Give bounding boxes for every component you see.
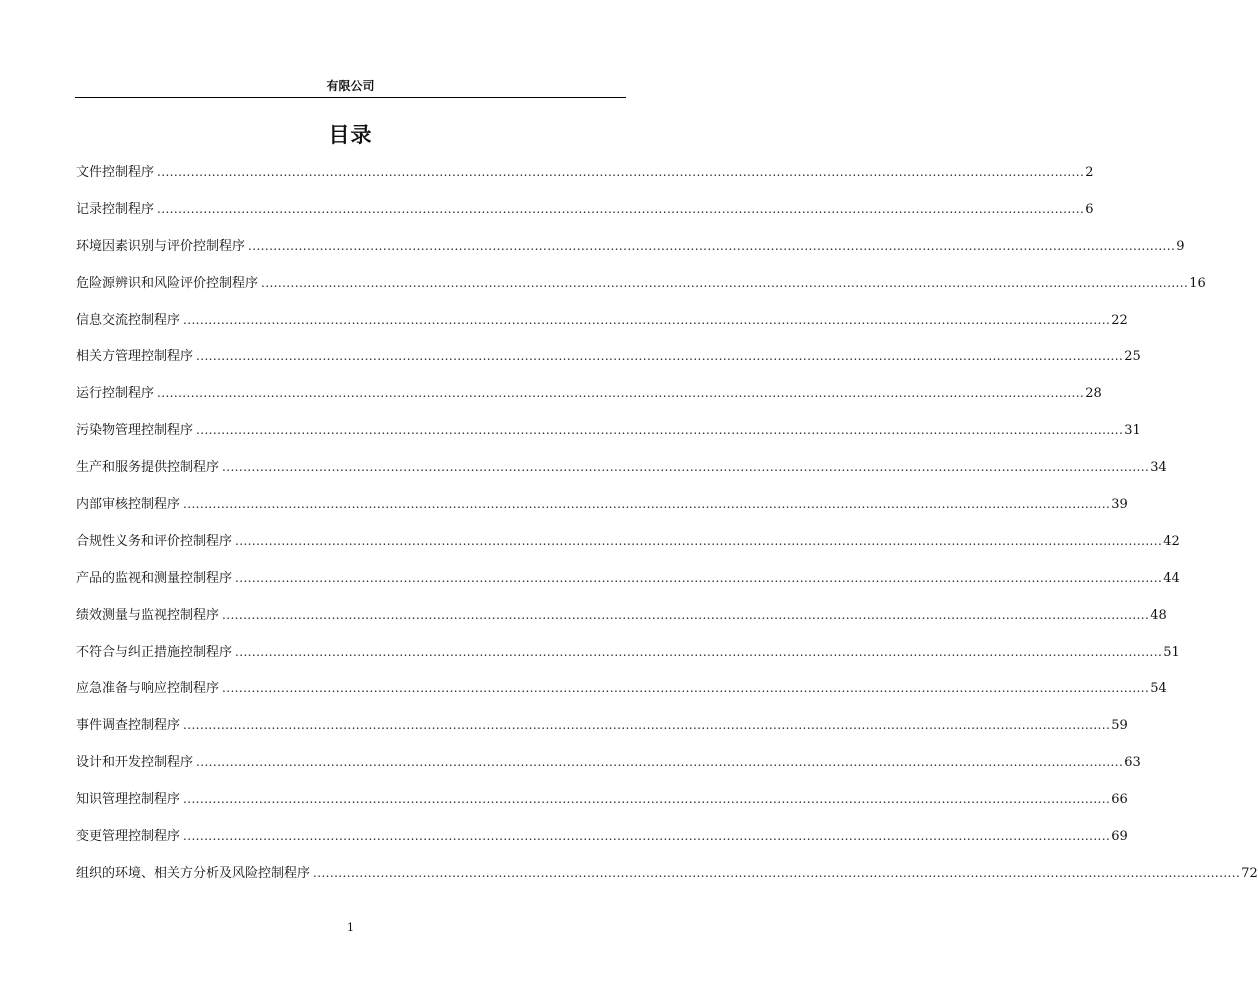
toc-entry[interactable]	[76, 271, 1206, 308]
toc-entry-page: 25	[1124, 349, 1141, 365]
toc-dot-leader: ............................................................................................................................................................................................................................	[222, 681, 1150, 696]
toc-entry-label: 不符合与纠正措施控制程序	[76, 644, 233, 660]
toc-dot-leader: ............................................................................................................................................................................................................................	[248, 238, 1176, 253]
toc-entry[interactable]	[76, 197, 1094, 234]
toc-entry[interactable]	[76, 308, 1128, 345]
toc-dot-leader: ............................................................................................................................................................................................................................	[183, 312, 1111, 327]
toc-entry-page: 42	[1163, 533, 1180, 549]
toc-entry-label: 信息交流控制程序	[76, 312, 181, 328]
toc-entry-page: 6	[1085, 201, 1094, 217]
toc-entry-page: 2	[1085, 165, 1094, 180]
toc-entry-label: 环境因素识别与评价控制程序	[76, 238, 246, 254]
toc-entry-page: 48	[1150, 607, 1167, 623]
toc-entry[interactable]	[76, 603, 1167, 640]
toc-entry[interactable]	[76, 824, 1128, 861]
toc-entry-page: 63	[1124, 755, 1141, 771]
toc-dot-leader: ............................................................................................................................................................................................................................	[235, 644, 1163, 659]
toc-entry-page: 22	[1111, 312, 1128, 328]
toc-entry-label: 记录控制程序	[76, 201, 155, 217]
toc-entry-label: 合规性义务和评价控制程序	[76, 533, 233, 549]
toc-dot-leader: ............................................................................................................................................................................................................................	[157, 165, 1085, 179]
toc-entry-label: 知识管理控制程序	[76, 792, 181, 808]
toc-dot-leader: ............................................................................................................................................................................................................................	[183, 718, 1111, 733]
toc-dot-leader: ............................................................................................................................................................................................................................	[157, 386, 1085, 401]
toc-entry[interactable]	[76, 160, 1094, 197]
toc-entry[interactable]	[76, 861, 1258, 898]
toc-entry-page: 51	[1163, 644, 1180, 660]
toc-dot-leader: ............................................................................................................................................................................................................................	[196, 349, 1124, 364]
toc-entry-page: 39	[1111, 497, 1128, 513]
toc-dot-leader: ............................................................................................................................................................................................................................	[261, 275, 1189, 290]
toc-entry-page: 69	[1111, 829, 1128, 845]
toc-entry-page: 28	[1085, 386, 1102, 402]
toc-entry[interactable]	[76, 713, 1128, 750]
toc-entry-page: 31	[1124, 423, 1141, 439]
toc-entry-page: 34	[1150, 460, 1167, 476]
toc-dot-leader: ............................................................................................................................................................................................................................	[157, 201, 1085, 216]
toc-dot-leader: ............................................................................................................................................................................................................................	[183, 829, 1111, 844]
toc-entry-label: 应急准备与响应控制程序	[76, 681, 220, 697]
toc-entry[interactable]	[76, 492, 1128, 529]
toc-dot-leader: ............................................................................................................................................................................................................................	[222, 460, 1150, 475]
toc-dot-leader: ............................................................................................................................................................................................................................	[235, 533, 1163, 548]
toc-entry-label: 事件调查控制程序	[76, 718, 181, 734]
toc-dot-leader: ............................................................................................................................................................................................................................	[183, 497, 1111, 512]
toc-dot-leader: ............................................................................................................................................................................................................................	[196, 423, 1124, 438]
toc-entry[interactable]	[76, 750, 1141, 787]
toc-entry-label: 文件控制程序	[76, 165, 155, 180]
toc-dot-leader: ............................................................................................................................................................................................................................	[313, 865, 1241, 880]
toc-entry-page: 44	[1163, 570, 1180, 586]
toc-entry-label: 生产和服务提供控制程序	[76, 460, 220, 476]
toc-entry-page: 16	[1189, 275, 1206, 291]
running-header: 有限公司	[326, 79, 375, 93]
toc-entry-page: 72	[1241, 865, 1258, 881]
toc-entry-label: 组织的环境、相关方分析及风险控制程序	[76, 865, 311, 881]
toc-dot-leader: ............................................................................................................................................................................................................................	[183, 792, 1111, 807]
toc-entry-page: 9	[1176, 238, 1185, 254]
toc-entry-label: 运行控制程序	[76, 386, 155, 402]
toc-entry[interactable]	[76, 234, 1185, 271]
toc-entry-label: 设计和开发控制程序	[76, 755, 194, 771]
toc-entry-page: 59	[1111, 718, 1128, 734]
toc-entry[interactable]	[76, 529, 1180, 566]
header-rule	[75, 97, 626, 98]
toc-entry[interactable]	[76, 344, 1141, 381]
table-of-contents	[76, 160, 1258, 898]
toc-entry[interactable]	[76, 455, 1167, 492]
toc-entry-label: 变更管理控制程序	[76, 829, 181, 845]
toc-entry-label: 产品的监视和测量控制程序	[76, 570, 233, 586]
toc-entry[interactable]	[76, 381, 1102, 418]
toc-dot-leader: ............................................................................................................................................................................................................................	[235, 570, 1163, 585]
toc-entry-label: 污染物管理控制程序	[76, 423, 194, 439]
toc-entry-label: 内部审核控制程序	[76, 497, 181, 513]
page-number: 1	[347, 921, 354, 934]
toc-entry-page: 54	[1150, 681, 1167, 697]
toc-entry-page: 66	[1111, 792, 1128, 808]
toc-entry[interactable]	[76, 418, 1141, 455]
toc-entry-label: 相关方管理控制程序	[76, 349, 194, 365]
toc-entry[interactable]	[76, 566, 1180, 603]
toc-entry-label: 危险源辨识和风险评价控制程序	[76, 275, 259, 291]
toc-entry-label: 绩效测量与监视控制程序	[76, 607, 220, 623]
toc-dot-leader: ............................................................................................................................................................................................................................	[222, 607, 1150, 622]
toc-dot-leader: ............................................................................................................................................................................................................................	[196, 755, 1124, 770]
toc-entry[interactable]	[76, 787, 1128, 824]
toc-entry[interactable]	[76, 676, 1167, 713]
page-title: 目录	[328, 123, 373, 147]
toc-entry[interactable]	[76, 640, 1180, 677]
